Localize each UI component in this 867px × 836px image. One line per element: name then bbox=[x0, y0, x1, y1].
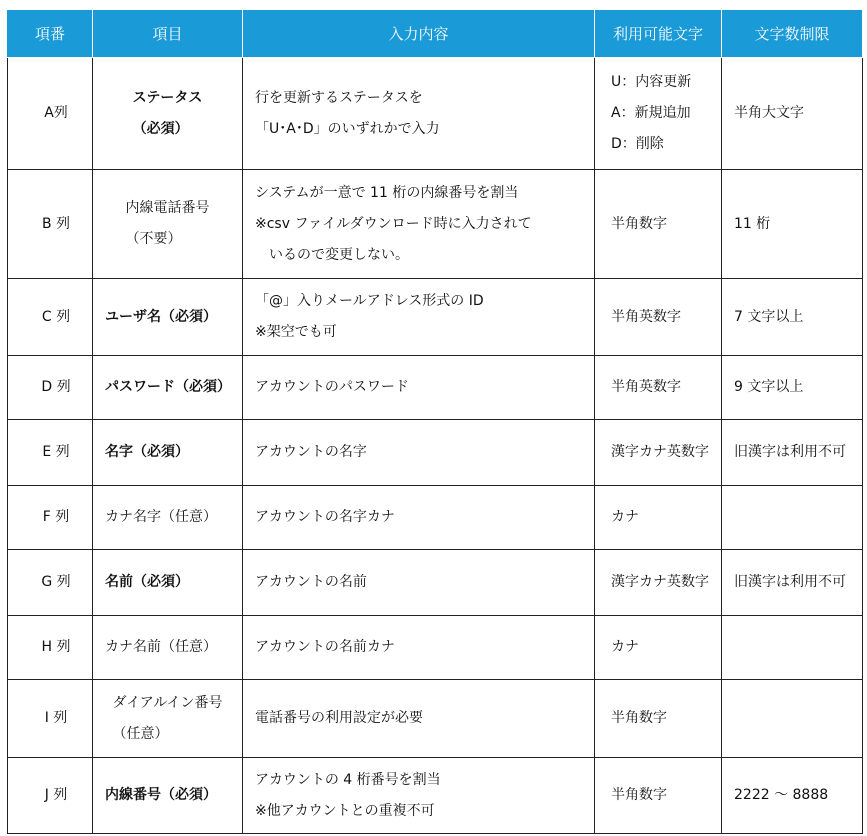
item-cell bbox=[93, 758, 243, 834]
item-cell bbox=[93, 486, 243, 550]
col-id: F 列 bbox=[8, 486, 93, 550]
limit-cell: 旧漢字は利用不可 bbox=[722, 550, 863, 616]
chars-cell bbox=[595, 486, 722, 550]
content-line: 「U･A･D」のいずれかで入力 bbox=[255, 120, 440, 137]
chars-cell bbox=[595, 616, 722, 680]
limit-cell: 9 文字以上 bbox=[722, 356, 863, 420]
item-cell bbox=[93, 550, 243, 616]
content-line: アカウントの名前カナ bbox=[255, 639, 395, 655]
col-id: C 列 bbox=[8, 279, 93, 356]
header-limit: 文字数制限 bbox=[722, 10, 863, 58]
chars-cell bbox=[595, 680, 722, 758]
header-col: 項番 bbox=[8, 10, 93, 58]
col-id: B 列 bbox=[8, 170, 93, 279]
chars-cell bbox=[595, 170, 722, 279]
col-id: D 列 bbox=[8, 356, 93, 420]
content-cell bbox=[243, 170, 595, 279]
table-row bbox=[8, 420, 863, 486]
table-row bbox=[8, 356, 863, 420]
header-content: 入力内容 bbox=[243, 10, 595, 58]
col-id: J 列 bbox=[8, 758, 93, 834]
content-cell bbox=[243, 486, 595, 550]
item-cell bbox=[93, 420, 243, 486]
table-row bbox=[8, 550, 863, 616]
spec-table bbox=[7, 9, 863, 834]
item-line: （不要） bbox=[125, 231, 182, 247]
limit-cell bbox=[722, 486, 863, 550]
chars-line: カナ bbox=[611, 509, 639, 525]
item-line: 名前（必須） bbox=[105, 574, 189, 590]
chars-cell bbox=[595, 58, 722, 170]
item-line: 内線電話番号 bbox=[125, 200, 210, 216]
header-chars: 利用可能文字 bbox=[595, 10, 722, 58]
chars-line: 半角数字 bbox=[611, 710, 667, 726]
item-cell bbox=[93, 170, 243, 279]
chars-line: U：内容更新 bbox=[611, 74, 692, 90]
header-row bbox=[8, 10, 863, 58]
content-line: アカウントのパスワード bbox=[255, 379, 409, 395]
chars-line: A：新規追加 bbox=[611, 105, 691, 121]
chars-line: 半角英数字 bbox=[611, 308, 681, 325]
content-cell bbox=[243, 356, 595, 420]
item-line: カナ名前（任意） bbox=[105, 639, 217, 655]
col-id: G 列 bbox=[8, 550, 93, 616]
chars-cell bbox=[595, 356, 722, 420]
limit-cell: 2222 〜 8888 bbox=[722, 758, 863, 834]
table-row bbox=[8, 486, 863, 550]
item-cell bbox=[93, 356, 243, 420]
chars-cell bbox=[595, 279, 722, 356]
content-line: 電話番号の利用設定が必要 bbox=[255, 710, 423, 726]
content-line: アカウントの名前 bbox=[255, 574, 367, 590]
content-line: システムが一意で 11 桁の内線番号を割当 bbox=[255, 184, 519, 201]
limit-cell bbox=[722, 680, 863, 758]
item-cell bbox=[93, 680, 243, 758]
table-row bbox=[8, 758, 863, 834]
table-row bbox=[8, 680, 863, 758]
content-cell bbox=[243, 420, 595, 486]
content-line: アカウントの名字 bbox=[255, 444, 367, 460]
content-cell bbox=[243, 616, 595, 680]
limit-cell: 11 桁 bbox=[722, 170, 863, 279]
col-id: E 列 bbox=[8, 420, 93, 486]
chars-cell bbox=[595, 758, 722, 834]
chars-line: 半角数字 bbox=[611, 787, 667, 803]
table-row bbox=[8, 170, 863, 279]
col-id: I 列 bbox=[8, 680, 93, 758]
item-line: （任意） bbox=[112, 725, 169, 742]
item-cell bbox=[93, 58, 243, 170]
item-line: カナ名字（任意） bbox=[105, 509, 217, 525]
chars-line: 半角数字 bbox=[611, 215, 667, 232]
chars-line: カナ bbox=[611, 639, 639, 655]
chars-line: 漢字カナ英数字 bbox=[611, 444, 709, 460]
content-cell bbox=[243, 550, 595, 616]
chars-line: 漢字カナ英数字 bbox=[611, 574, 709, 590]
content-cell bbox=[243, 758, 595, 834]
item-line: パスワード（必須） bbox=[105, 379, 231, 395]
content-line: ※架空でも可 bbox=[255, 324, 337, 340]
item-cell bbox=[93, 616, 243, 680]
item-line: ステータス bbox=[132, 89, 203, 106]
table-row bbox=[8, 616, 863, 680]
content-line: いるので変更しない。 bbox=[269, 246, 409, 263]
limit-cell: 7 文字以上 bbox=[722, 279, 863, 356]
limit-cell: 旧漢字は利用不可 bbox=[722, 420, 863, 486]
content-line: ※他アカウントとの重複不可 bbox=[255, 802, 435, 819]
content-line: アカウントの 4 桁番号を割当 bbox=[255, 771, 441, 788]
item-line: ユーザ名（必須） bbox=[105, 308, 217, 325]
content-line: 行を更新するステータスを bbox=[255, 89, 423, 106]
item-line: （必須） bbox=[132, 120, 189, 137]
item-cell bbox=[93, 279, 243, 356]
item-line: 名字（必須） bbox=[105, 444, 189, 460]
chars-line: D：削除 bbox=[611, 136, 664, 152]
content-line: ※csv ファイルダウンロード時に入力されて bbox=[255, 215, 532, 232]
col-id: H 列 bbox=[8, 616, 93, 680]
chars-cell bbox=[595, 550, 722, 616]
chars-line: 半角英数字 bbox=[611, 379, 681, 395]
limit-cell bbox=[722, 616, 863, 680]
content-cell bbox=[243, 680, 595, 758]
table-row bbox=[8, 279, 863, 356]
content-line: 「@」入りメールアドレス形式の ID bbox=[255, 293, 484, 309]
col-id: A列 bbox=[8, 58, 93, 170]
content-cell bbox=[243, 58, 595, 170]
content-line: アカウントの名字カナ bbox=[255, 509, 395, 525]
chars-cell bbox=[595, 420, 722, 486]
item-line: 内線番号（必須） bbox=[105, 787, 217, 803]
table-row bbox=[8, 58, 863, 170]
limit-cell: 半角大文字 bbox=[722, 58, 863, 170]
item-line: ダイアルイン番号 bbox=[112, 694, 223, 711]
content-cell bbox=[243, 279, 595, 356]
header-item: 項目 bbox=[93, 10, 243, 58]
